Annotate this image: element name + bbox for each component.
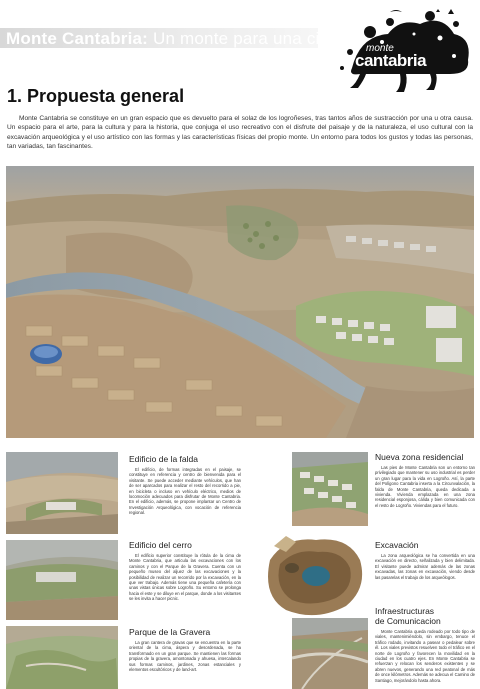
intro-paragraph: Monte Cantabria se constituye en un gran espacio que es devuelto para el solaz de los logroñeses, tras tantos años de sustracción por una u otra causa. Un espacio para el arte, para la cultura y para la historia, que conjuga el uso recreativo con el disfrute del paisaje y de la naturaleza, el uso cultural con la excavación arqueológica y el uso artístico con las formas y las características físicas del propio monte. Un entorno para todos los gustos y todas las personas, tan variadas, tan fascinantes. [7, 115, 473, 150]
falda-text: El edificio, de formas integradas en el paisaje, se constituye en referencia y centro de bienvenida para el visitante. Se puede acceder mediante vehículos, que han de ser aparcados para realizar el resto del recorrido a pie, en bicicleta o incluso en vehículo eléctrico, medios de locomoción adecuados para disfrutar de Monte Cantabria. En el edificio, además, se propone implantar un Centro de Investigación Arqueológica, con vocación de referencia regional. [129, 467, 241, 516]
page-header [0, 0, 480, 72]
falda-section [129, 454, 241, 516]
excavation-section [375, 540, 475, 580]
cerro-section [129, 540, 241, 602]
falda-building-image [6, 452, 118, 534]
residential-text: Las pies de Monte Cantabria son un entorno tan privilegiado que mantener su uso industrial es perder un gran lugar para la vida en Logroño. Así, la parte del Polígono Cantabria inserta a la Circunvalación, la falda de Monte Cantabria, queda dedicada a vivienda. Vivienda emplazada en una zona residencial esponjosa, cálida y bien comunicada con el resto de Logroño. Viviendas para el futuro. [375, 465, 475, 508]
infrastructure-title-line2: de Comunicacion [375, 616, 441, 626]
monte-cantabria-logo [330, 8, 476, 92]
gravera-title: Parque de la Gravera [129, 627, 211, 637]
infrastructure-title-line1: Infraestructuras [375, 606, 435, 616]
excavation-text: La zona arqueológica se ha convertida en una excavación en directo, señalizada y bien delimitada. El visitante puede admirar además de las zonas excavadas, las zonas en excavación, viendo desde las pasarelas el trabajo de los arqueólogos. [375, 553, 475, 580]
excavation-photo [256, 530, 368, 618]
infrastructure-section [375, 606, 475, 683]
residential-title: Nueva zona residencial [375, 452, 464, 462]
gravera-park-image [6, 626, 118, 689]
logo-text-cantabria: cantabria [355, 51, 427, 70]
logo-text-monte: monte [366, 43, 394, 54]
cerro-building-image [6, 540, 118, 620]
cerro-text: El edificio superior constituye la rótula de la cima de Monte Cantabria, que articula las excavaciones con los caminos y con el Parque de la Gravera. Cuenta con un pequeño museo del aljuez de las excavaciones y la posibilidad de realizar un recorrido por la excavación, en la que ver trabajo. Además tiene una pequeña cafetería con unas vistas únicas sobre Logroño. Su entorno se prolonga hacia el este y se diluye en el parque, donde a los visitantes se les invita a hacer picnic. [129, 553, 241, 602]
falda-title: Edificio de la falda [129, 454, 198, 464]
infrastructure-text: Monte Cantabria queda rodeado por todo tipo de viales, mantenimiéndolo, sin embargo, tenuce el tráfico rodado, invitando a pasear o pedalear sobre él. Los viales previstos resuelven todo el tráfico en el norte de Logroño y favorecen la movilidad en la ciudad en los cuatro ejes. En Monte Cantabria se refuerzan y relocan los senderos existentes y se abren nuevos, generando una red peatonal de más de once kilómetros. Además se adecua el Camino de Santiago, mejorándolo hasta ahora. [375, 629, 475, 683]
residential-zone-image [292, 452, 368, 526]
infrastructure-title [375, 606, 475, 626]
cerro-title: Edificio del cerro [129, 540, 192, 550]
gravera-text: La gran cantera de gravas que se encuentra en la parte oriental de la cima, áspera y desordenada, se ha transformado en un gran parque. Se mantienen las formas propias de la gravera, amontonada y ahuesa, intercalando sus formas caminos, jardines, zonas estanciales y elementos escultóricos y de land-art. [129, 640, 241, 673]
excavation-title: Excavación [375, 540, 419, 550]
title-bold: Monte Cantabria: [6, 29, 149, 48]
aerial-view-image [6, 166, 474, 438]
residential-section [375, 452, 475, 508]
gravera-section [129, 627, 241, 672]
page-title [6, 29, 358, 49]
infrastructure-image [292, 618, 368, 689]
title-subtitle: Un monte para una ciudad [148, 29, 359, 48]
section-heading: 1. Propuesta general [7, 86, 185, 106]
